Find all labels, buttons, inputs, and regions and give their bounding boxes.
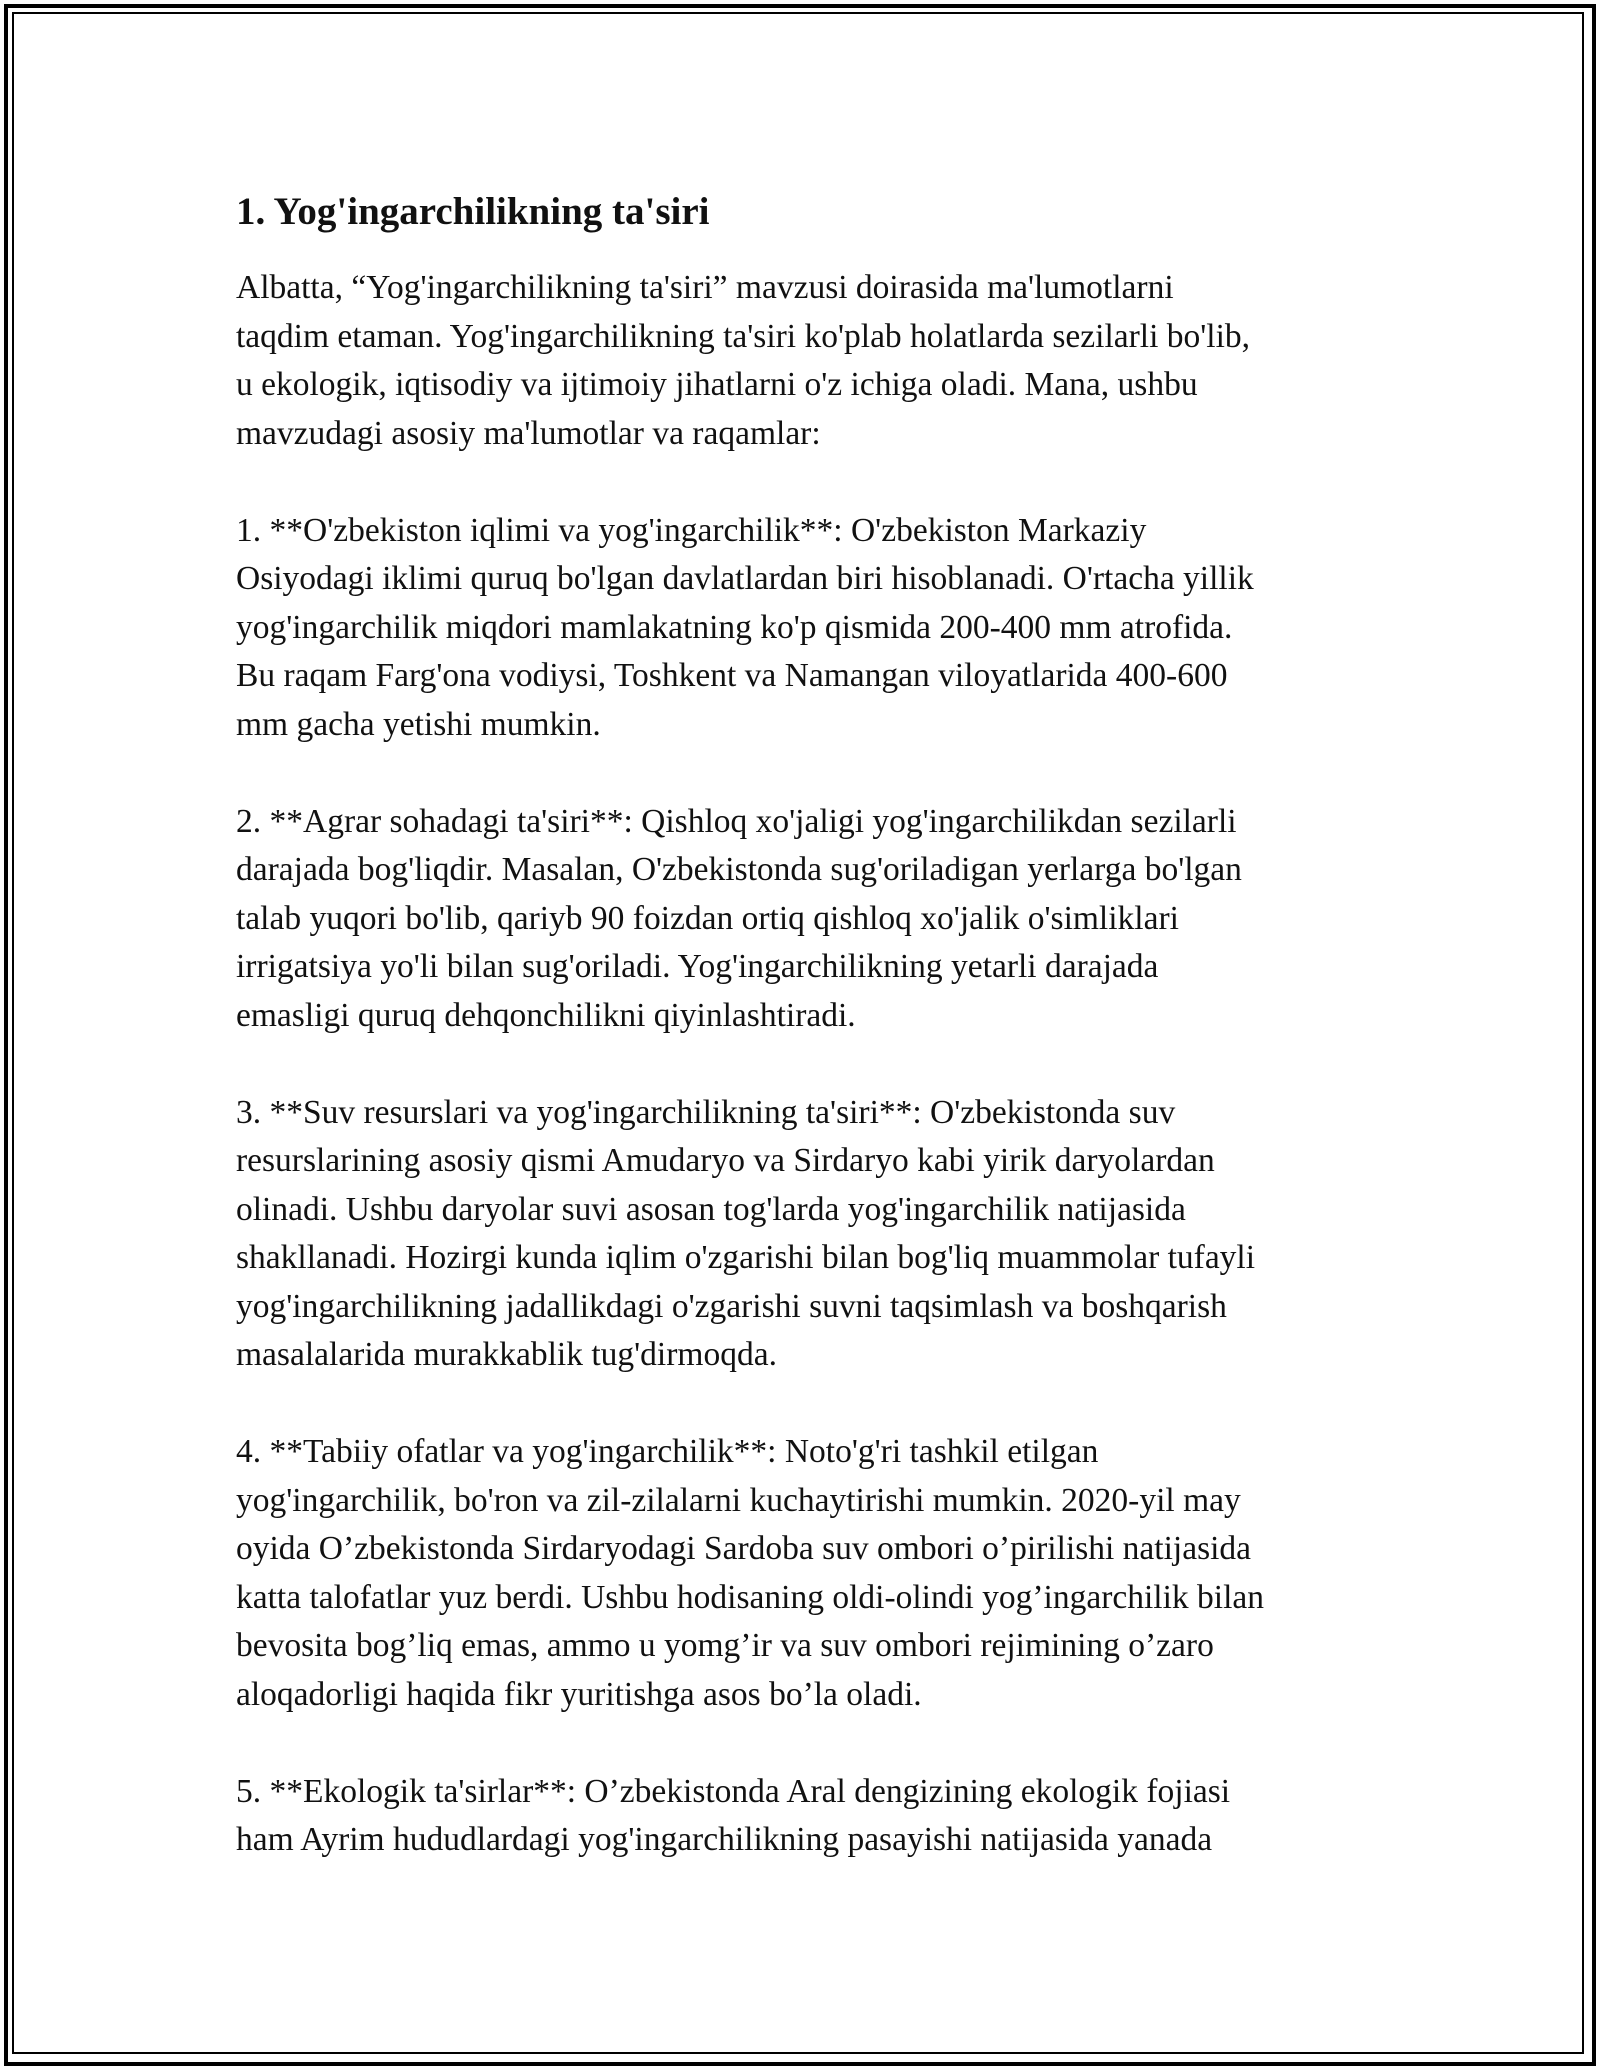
document-body (236, 186, 1386, 1865)
list-item-agriculture: 2. **Agrar sohadagi ta'siri**: Qishloq xo'jaligi yog'ingarchilikdan sezilarli darajada bog'liqdir. Masalan, O'zbekistonda sug'oriladigan yerlarga bo'lgan talab yuqori bo'lib, qariyb 90 foizdan ortiq qishloq xo'jalik o'simliklari irrigatsiya yo'li bilan sug'oriladi. Yog'ingarchilikning yetarli darajada emasligi quruq dehqonchilikni qiyinlashtiradi. (236, 802, 1242, 1034)
list-item-natural-disasters: 4. **Tabiiy ofatlar va yog'ingarchilik**: Noto'g'ri tashkil etilgan yog'ingarchilik, bo'ron va zil-zilalarni kuchaytirishi mumkin. 2020-yil may oyida O’zbekistonda Sirdaryodagi Sardoba suv ombori o’pirilishi natijasida katta talofatlar yuz berdi. Ushbu hodisaning oldi-olindi yog’ingarchilik bilan bevosita bog’liq emas, ammo u yomg’ir va suv ombori rejimining o’zaro aloqadorligi haqida fikr yuritishga asos bo’la oladi. (236, 1433, 1265, 1713)
section-heading: 1. Yog'ingarchilikning ta'siri (236, 190, 710, 233)
list-item-ecological-impact: 5. **Ekologik ta'sirlar**: O’zbekistonda Aral dengizining ekologik fojiasi ham Ayrim hududlardagi yog'ingarchilikning pasayishi natijasida yanada (236, 1772, 1231, 1858)
list-item-water-resources: 3. **Suv resurslari va yog'ingarchilikning ta'siri**: O'zbekistonda suv resurslarining asosiy qismi Amudaryo va Sirdaryo kabi yirik daryolardan olinadi. Ushbu daryolar suvi asosan tog'larda yog'ingarchilik natijasida shakllanadi. Hozirgi kunda iqlim o'zgarishi bilan bog'liq muammolar tufayli yog'ingarchilikning jadallikdagi o'zgarishi suvni taqsimlash va boshqarish masalalarida murakkablik tug'dirmoqda. (236, 1093, 1256, 1373)
list-item-climate: 1. **O'zbekiston iqlimi va yog'ingarchilik**: O'zbekiston Markaziy Osiyodagi iklimi quruq bo'lgan davlatlardan biri hisoblanadi. O'rtacha yillik yog'ingarchilik miqdori mamlakatning ko'p qismida 200-400 mm atrofida. Bu raqam Farg'ona vodiysi, Toshkent va Namangan viloyatlarida 400-600 mm gacha yetishi mumkin. (236, 511, 1254, 743)
intro-paragraph: Albatta, “Yog'ingarchilikning ta'siri” mavzusi doirasida ma'lumotlarni taqdim etaman. Yog'ingarchilikning ta'siri ko'plab holatlarda sezilarli bo'lib, u ekologik, iqtisodiy va ijtimoiy jihatlarni o'z ichiga oladi. Mana, ushbu mavzudagi asosiy ma'lumotlar va raqamlar: (236, 269, 1251, 452)
